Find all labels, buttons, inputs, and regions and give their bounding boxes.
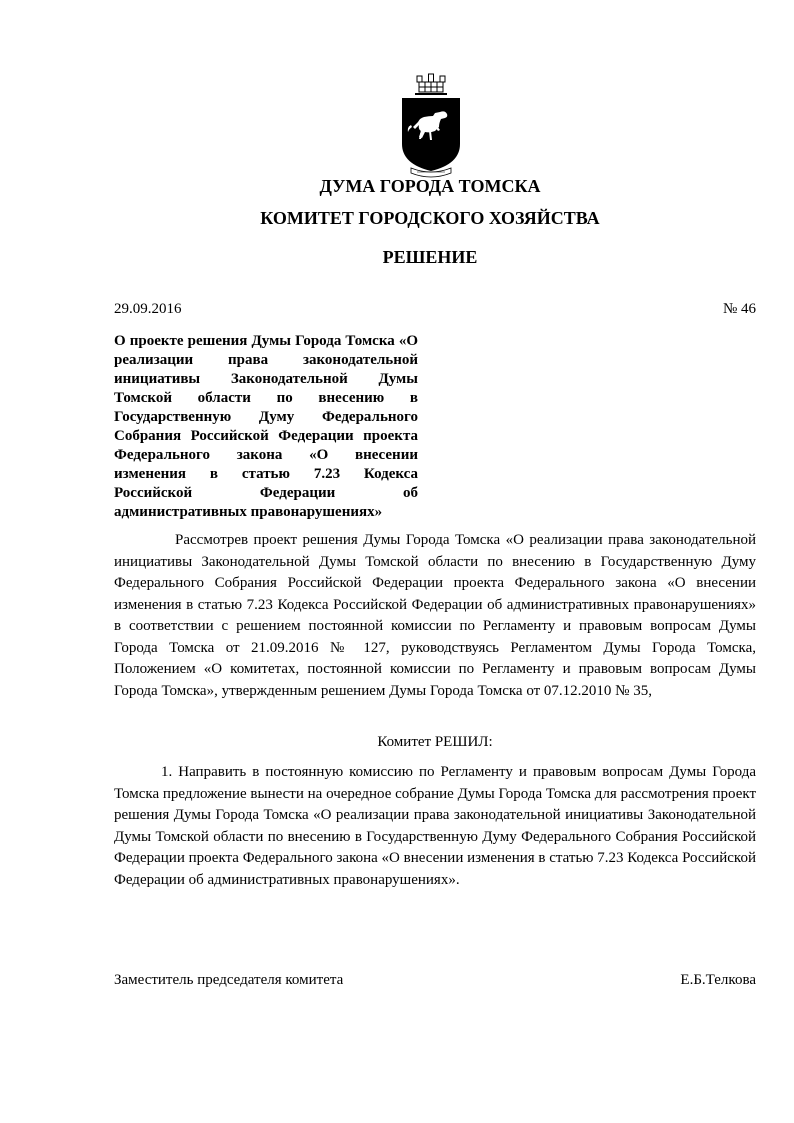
organization-title: ДУМА ГОРОДА ТОМСКА	[319, 176, 541, 196]
document-number: № 46	[722, 301, 756, 317]
decision-item-1: 1. Направить в постоянную комиссию по Регламенту и правовым вопросам Думы Города Томска предложение вынести на очередное собрание Думы Города Томска для рассмотрения проект решения Думы Города Томска «О реализации права законодательной инициативы Законодательной Думы Томской области по внесению в Государственную Думу Федерального Собрания Российской Федерации проекта Федерального закона «О внесении изменения в статью 7.23 Кодекса Российской Федерации об административных правонарушениях».	[114, 764, 756, 888]
tomsk-coat-of-arms-icon	[399, 72, 463, 180]
document-subject: О проекте решения Думы Города Томска «О реализации права законодательной инициативы Законодательной Думы Томской области по внесению в Государственную Думу Федерального Собрания Российской Федерации проекта Федерального закона «О внесении изменения в статью 7.23 Кодекса Российской Федерации об административных правонарушениях»	[114, 333, 418, 520]
decision-heading: Комитет РЕШИЛ:	[377, 734, 493, 750]
preamble-paragraph: Рассмотрев проект решения Думы Города Томска «О реализации права законодательной инициативы Законодательной Думы Томской области по внесению в Государственную Думу Федерального Собрания Российской Федерации проекта Федерального закона «О внесении изменения в статью 7.23 Кодекса Российской Федерации об административных правонарушениях» в соответствии с решением постоянной комиссии по Регламенту и правовым вопросам Думы Города Томска от 21.09.2016 № 127, руководствуясь Регламентом Думы Города Томска, Положением «О комитетах, постоянной комиссии по Регламенту и правовым вопросам Думы Города Томска», утвержденным решением Думы Города Томска от 07.12.2010 № 35,	[114, 532, 756, 699]
signatory-name: Е.Б.Телкова	[680, 972, 756, 988]
signatory-title: Заместитель председателя комитета	[114, 972, 344, 988]
document-type-title: РЕШЕНИЕ	[382, 247, 478, 267]
crown-icon	[415, 74, 447, 94]
committee-title: КОМИТЕТ ГОРОДСКОГО ХОЗЯЙСТВА	[260, 208, 600, 228]
document-date: 29.09.2016	[114, 301, 182, 317]
